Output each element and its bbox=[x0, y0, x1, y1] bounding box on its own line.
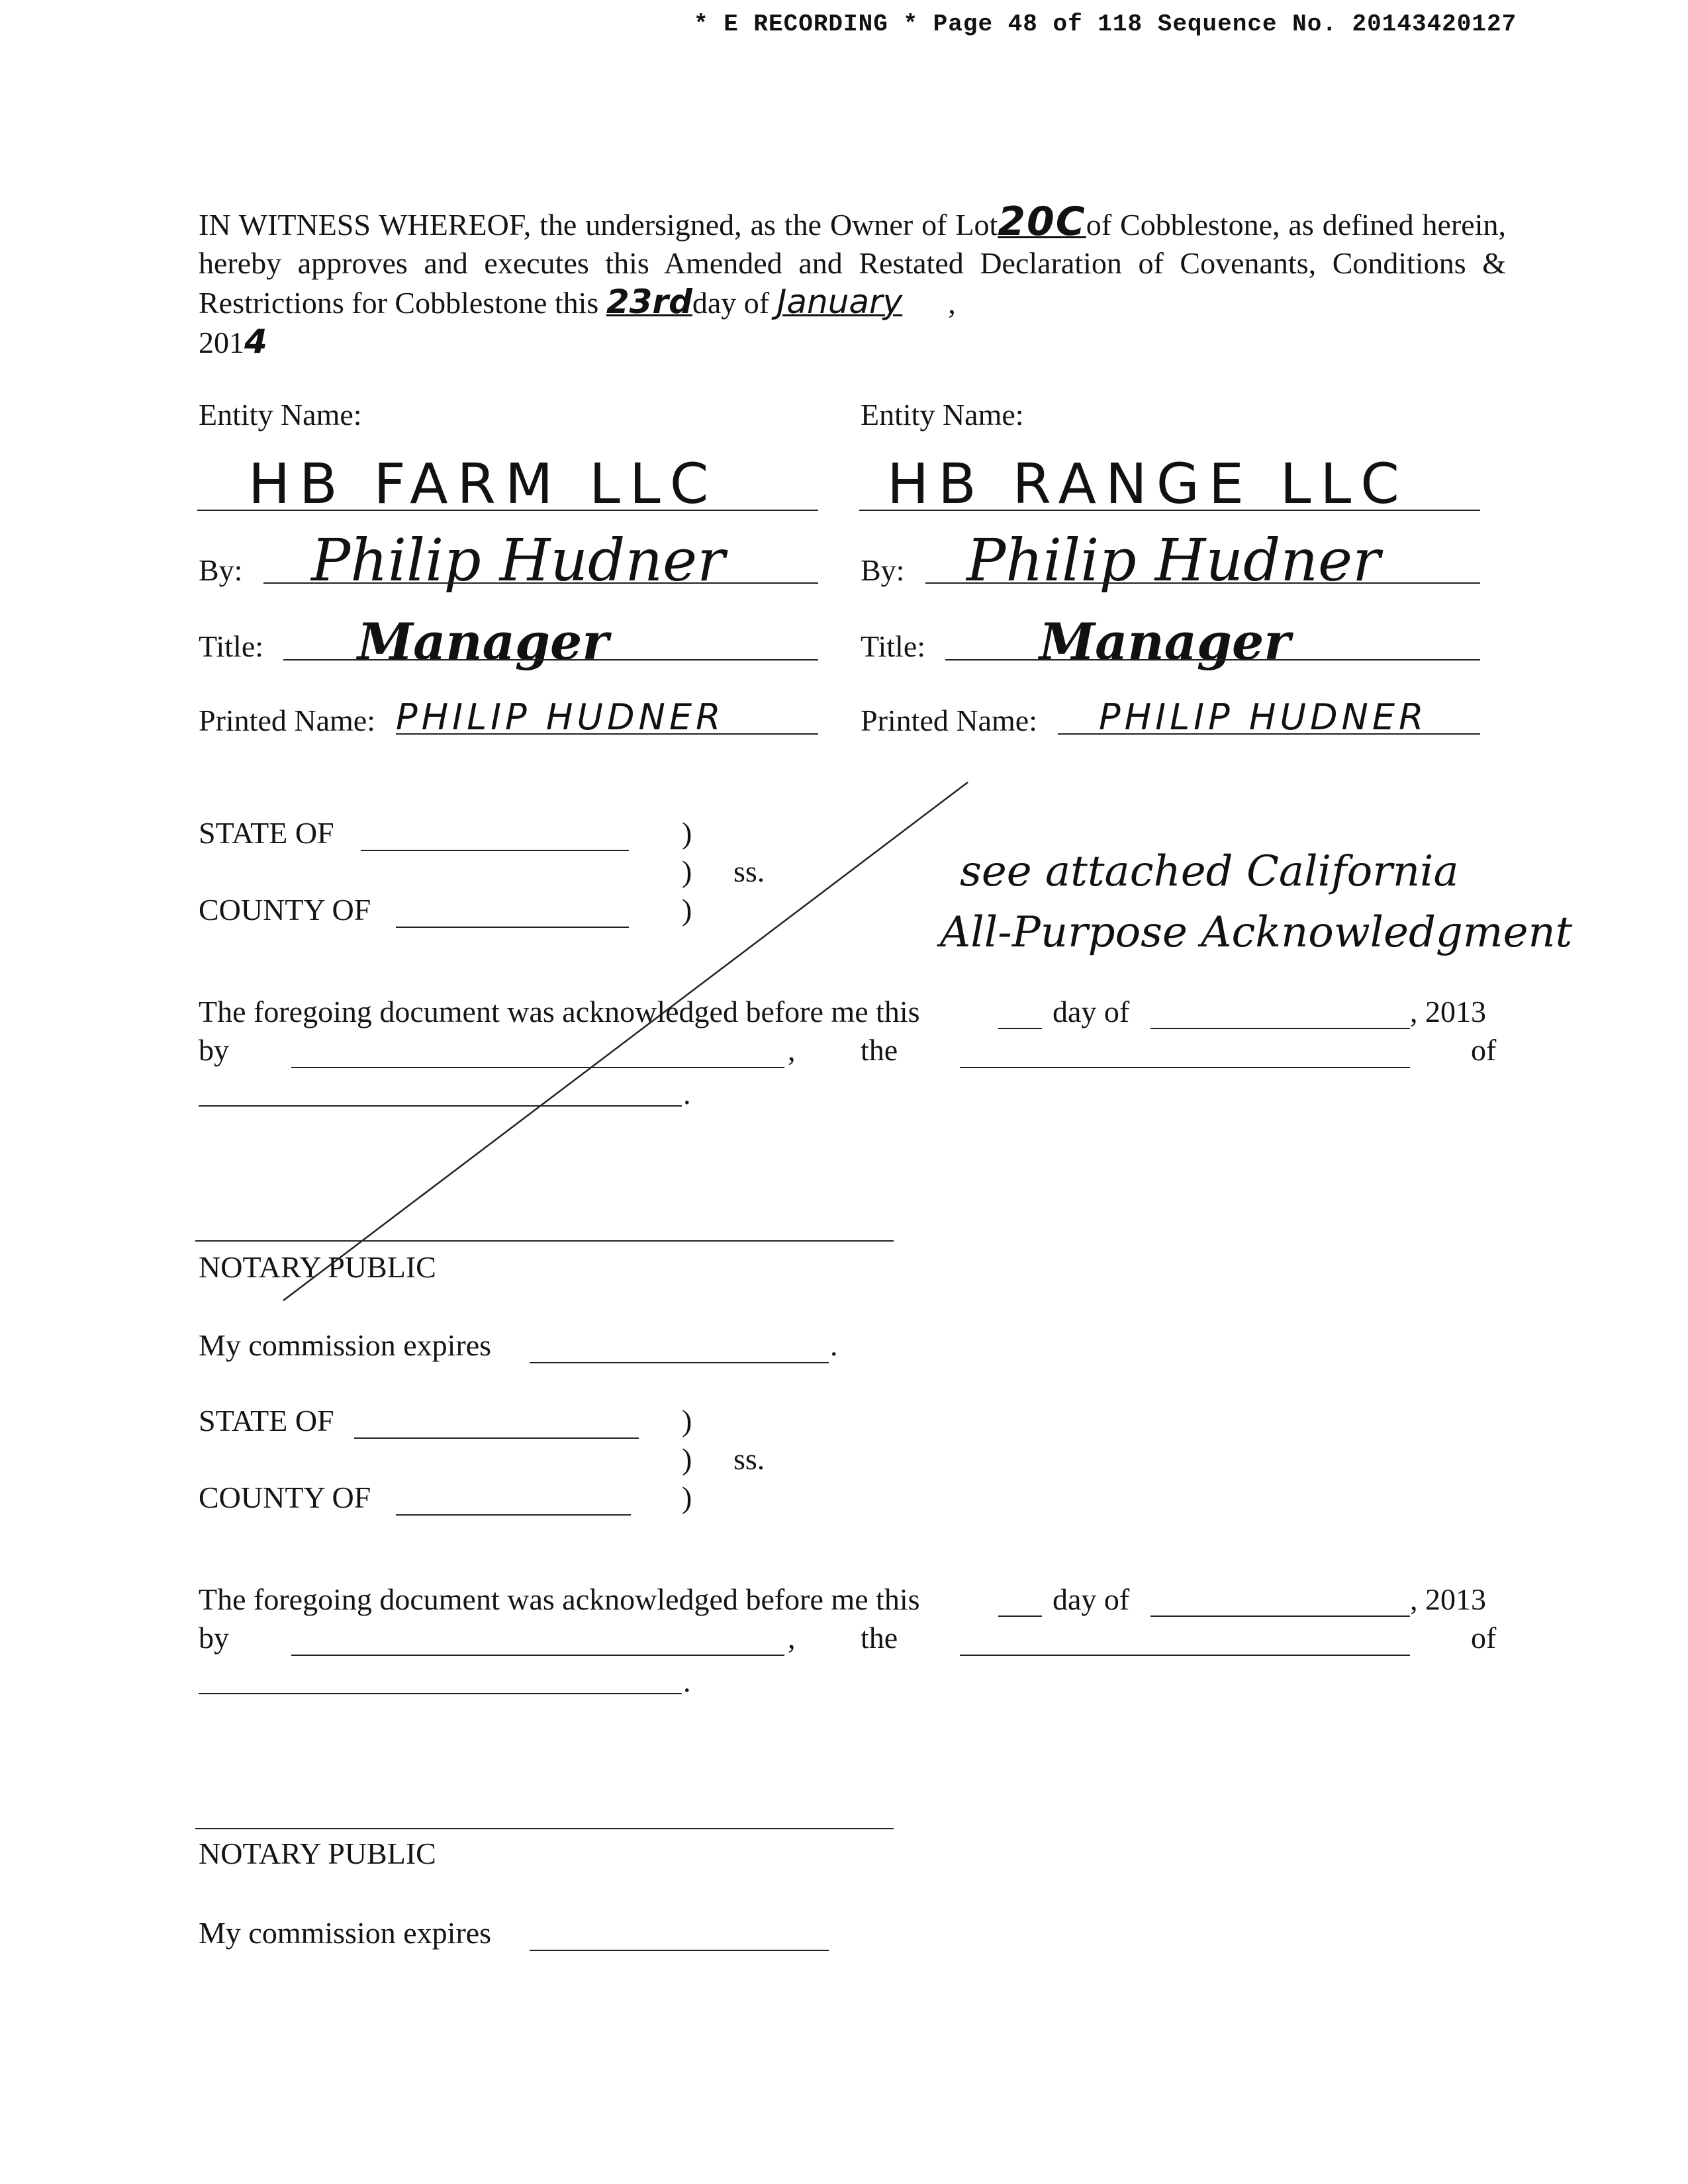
state-of-label: STATE OF bbox=[199, 816, 334, 850]
period: . bbox=[683, 1664, 691, 1698]
county-of-label: COUNTY OF bbox=[199, 893, 371, 927]
month-line bbox=[1150, 1615, 1410, 1617]
by-label: by bbox=[199, 1621, 229, 1655]
year-label: , 2013 bbox=[1410, 995, 1486, 1028]
handwritten-annotation-line2: All-Purpose Acknowledgment bbox=[940, 908, 1573, 957]
entity-name-label: Entity Name: bbox=[861, 398, 1024, 432]
day-of-label: day of bbox=[1053, 1582, 1130, 1616]
by-line bbox=[291, 1655, 784, 1656]
entity-name-value: HB FARM LLC bbox=[248, 451, 718, 516]
month-handwritten: January bbox=[776, 283, 903, 321]
printed-name-value: PHILIP HUDNER bbox=[1099, 696, 1428, 738]
signature: Philip Hudner bbox=[966, 526, 1381, 594]
lot-number-handwritten: 20C bbox=[998, 199, 1086, 245]
commission-end: . bbox=[830, 1328, 838, 1362]
day-handwritten: 23rd bbox=[606, 283, 692, 321]
commission-label: My commission expires bbox=[199, 1328, 492, 1362]
county-of-label: COUNTY OF bbox=[199, 1480, 371, 1514]
declaration-text-2: of Cobblestone, as defined herein, hereby approves and executes this Amended and Restated Declaration of Covenants, Conditions & Restrictions for Cobblestone this bbox=[199, 208, 1506, 320]
state-line bbox=[354, 1437, 639, 1439]
commission-line bbox=[530, 1950, 829, 1951]
year-handwritten: 4 bbox=[244, 322, 267, 361]
the-label: the bbox=[861, 1621, 898, 1655]
paren: ) bbox=[682, 1404, 692, 1437]
commission-label: My commission expires bbox=[199, 1916, 492, 1950]
entity-line bbox=[199, 1693, 682, 1694]
by-label: by bbox=[199, 1033, 229, 1067]
printed-name-label: Printed Name: bbox=[861, 704, 1037, 737]
state-of-label: STATE OF bbox=[199, 1404, 334, 1437]
comma: , bbox=[788, 1033, 796, 1067]
entity-name-label: Entity Name: bbox=[199, 398, 362, 432]
paren: ) bbox=[682, 1442, 692, 1476]
declaration-text-4: , bbox=[948, 286, 956, 320]
notary-public-label: NOTARY PUBLIC bbox=[199, 1250, 436, 1284]
paren: ) bbox=[682, 1480, 692, 1514]
handwritten-annotation-line1: see attached California bbox=[960, 847, 1459, 896]
title-label: Title: bbox=[199, 629, 264, 663]
day-line bbox=[998, 1615, 1042, 1617]
notary-public-label: NOTARY PUBLIC bbox=[199, 1837, 436, 1870]
paren: ) bbox=[682, 854, 692, 888]
county-line bbox=[396, 1514, 631, 1516]
paren: ) bbox=[682, 816, 692, 850]
title-value: Manager bbox=[1039, 612, 1291, 671]
the-label: the bbox=[861, 1033, 898, 1067]
printed-name-value: PHILIP HUDNER bbox=[396, 696, 725, 738]
ss-label: ss. bbox=[733, 1442, 765, 1476]
foregoing-text: The foregoing document was acknowledged before me this bbox=[199, 995, 920, 1028]
paren: ) bbox=[682, 893, 692, 927]
title-label: Title: bbox=[861, 629, 926, 663]
signature: Philip Hudner bbox=[311, 526, 726, 594]
year-prefix: 201 bbox=[199, 326, 244, 359]
by-label: By: bbox=[861, 553, 905, 587]
declaration-text-3: day of bbox=[692, 286, 770, 320]
the-line bbox=[960, 1655, 1410, 1656]
foregoing-text: The foregoing document was acknowledged before me this bbox=[199, 1582, 920, 1616]
period: . bbox=[683, 1077, 691, 1111]
recording-header: * E RECORDING * Page 48 of 118 Sequence No. 20143420127 bbox=[694, 11, 1517, 38]
comma: , bbox=[788, 1621, 796, 1655]
title-value: Manager bbox=[357, 612, 609, 671]
by-label: By: bbox=[199, 553, 243, 587]
declaration-text-1: IN WITNESS WHEREOF, the undersigned, as the Owner of Lot bbox=[199, 208, 998, 242]
of-label: of bbox=[1471, 1033, 1497, 1067]
of-label: of bbox=[1471, 1621, 1497, 1655]
printed-name-label: Printed Name: bbox=[199, 704, 375, 737]
year-label: , 2013 bbox=[1410, 1582, 1486, 1616]
day-of-label: day of bbox=[1053, 995, 1130, 1028]
notary-signature-line bbox=[195, 1828, 894, 1829]
entity-name-value: HB RANGE LLC bbox=[887, 451, 1409, 516]
ss-label: ss. bbox=[733, 854, 765, 888]
